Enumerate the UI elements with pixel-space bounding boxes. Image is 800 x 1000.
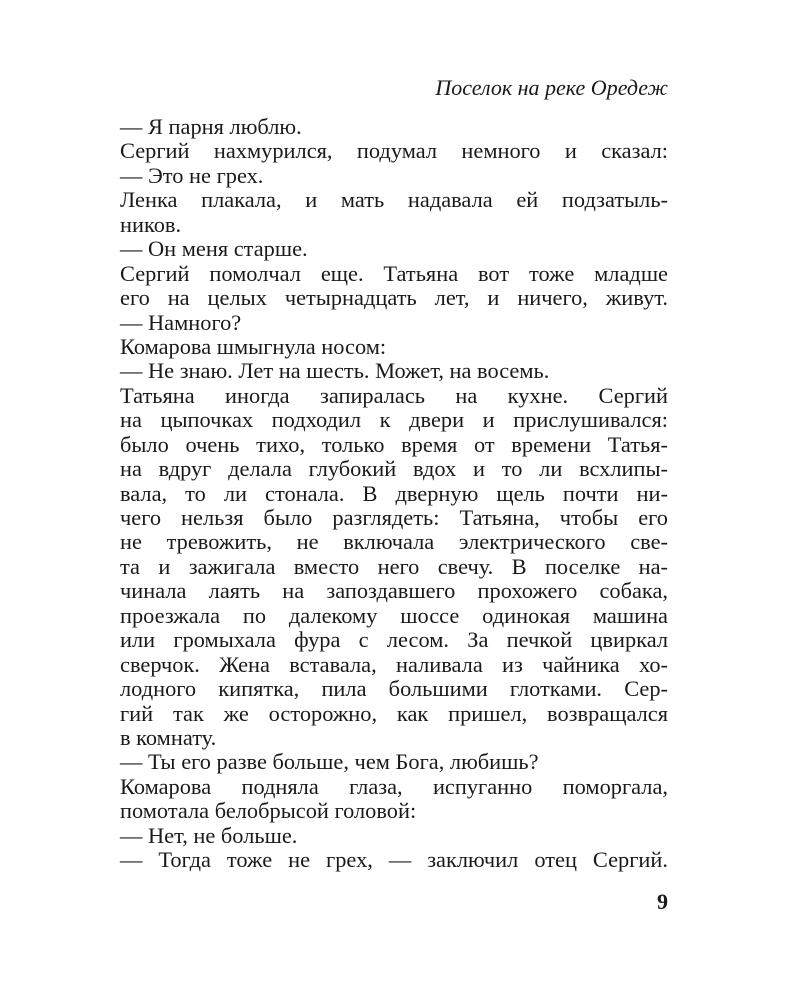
- text-line: его на целых четырнадцать лет, и ничего, живут.: [120, 285, 668, 311]
- text-line: Комарова шмыгнула носом:: [120, 333, 387, 359]
- text-line: ников.: [120, 211, 182, 237]
- text-line: — Он меня старше.: [120, 236, 308, 262]
- text-line: чинала лаять на запоздавшего прохожего собака,: [120, 578, 668, 604]
- text-line: или громыхала фура с лесом. За печкой цвиркал: [120, 627, 668, 653]
- text-line: — Тогда тоже не грех, — заключил отец Сергий.: [120, 847, 668, 873]
- text-line: гий так же осторожно, как пришел, возвращался: [120, 700, 668, 726]
- text-line: на вдруг делала глубокий вдох и то ли всхлипы-: [120, 456, 668, 482]
- text-line: на цыпочках подходил к двери и прислушивался:: [120, 407, 668, 433]
- page-number: 9: [657, 889, 668, 914]
- text-line: — Ты его разве больше, чем Бога, любишь?: [120, 749, 539, 775]
- text-line: Комарова подняла глаза, испуганно поморгала,: [120, 773, 668, 799]
- text-line: лодного кипятка, пила большими глотками. Сер-: [120, 676, 668, 702]
- text-line: та и зажигала вместо него свечу. В поселке на-: [120, 553, 668, 579]
- text-line: — Это не грех.: [120, 162, 264, 188]
- text-line: сверчок. Жена вставала, наливала из чайника хо-: [120, 651, 668, 677]
- text-line: не тревожить, не включала электрического све-: [120, 529, 668, 555]
- text-line: — Нет, не больше.: [120, 822, 298, 848]
- running-header: Поселок на реке Оредеж: [435, 75, 668, 100]
- text-line: вала, то ли стонала. В дверную щель почти ни-: [120, 480, 668, 506]
- text-line: помотала белобрысой головой:: [120, 798, 417, 824]
- text-line: Татьяна иногда запиралась на кухне. Сергий: [120, 382, 668, 408]
- text-line: было очень тихо, только время от времени Татья-: [120, 431, 668, 457]
- text-line: — Я парня люблю.: [120, 114, 302, 139]
- text-line: чего нельзя было разглядеть: Татьяна, чтобы его: [120, 505, 668, 530]
- text-line: проезжала по далекому шоссе одинокая машина: [120, 602, 668, 628]
- text-line: в комнату.: [120, 724, 217, 750]
- text-line: Сергий помолчал еще. Татьяна вот тоже младше: [120, 260, 668, 286]
- text-line: Сергий нахмурился, подумал немного и сказал:: [120, 138, 668, 164]
- text-line: Ленка плакала, и мать надавала ей подзатыль-: [120, 187, 668, 213]
- text-line: — Не знаю. Лет на шесть. Может, на восемь.: [120, 358, 550, 384]
- body-text: [120, 115, 668, 873]
- text-line: — Намного?: [120, 309, 242, 335]
